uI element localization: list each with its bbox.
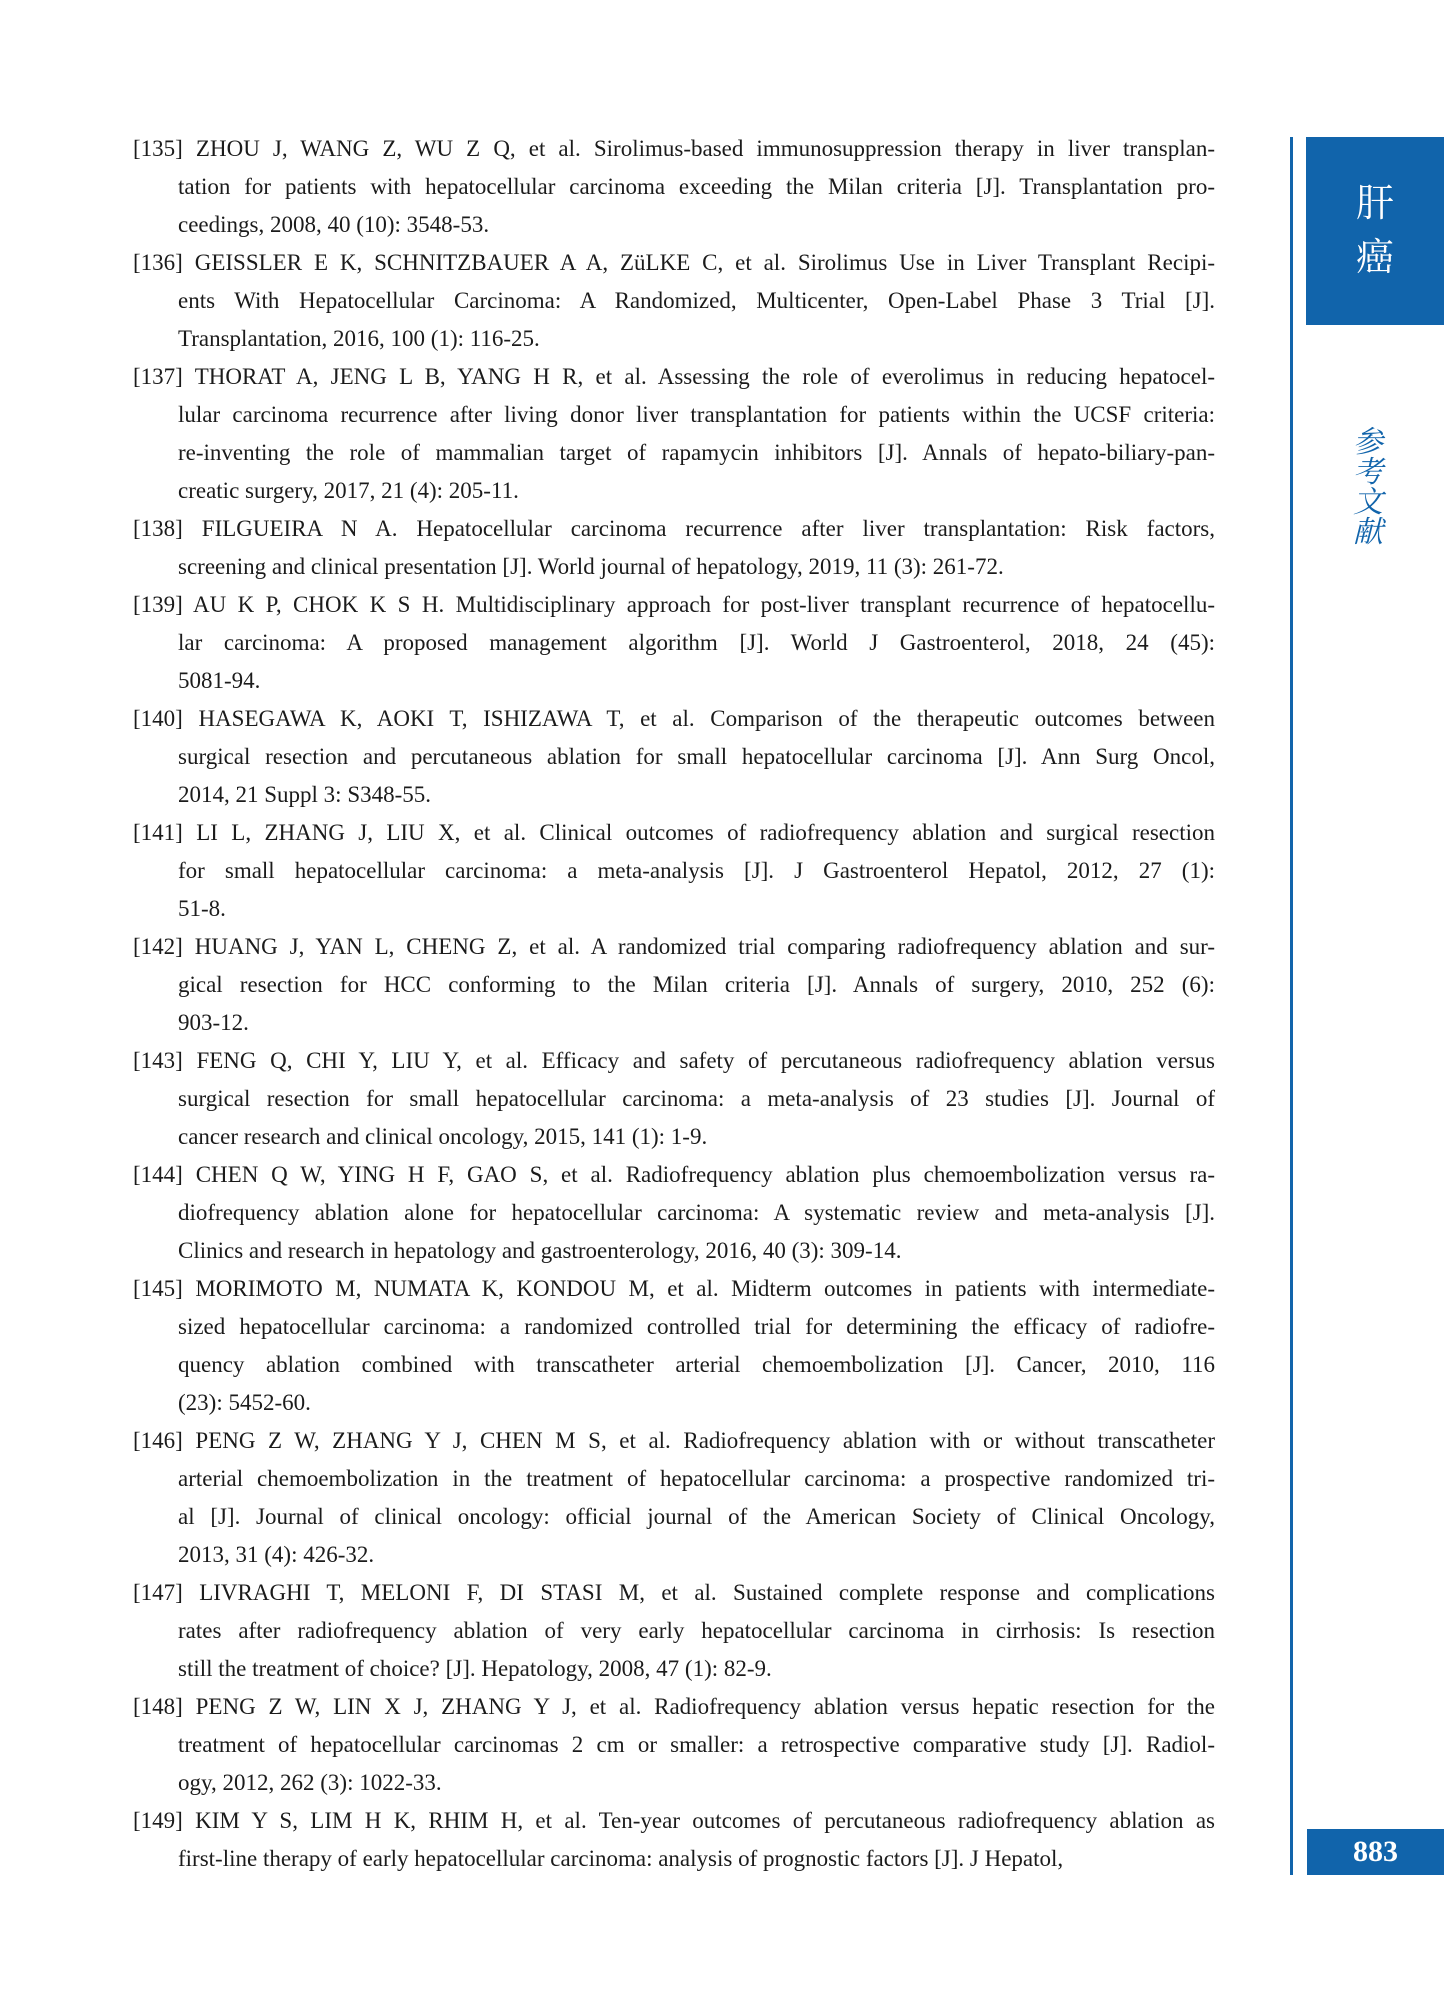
ref-text: CHEN Q W, YING H F, GAO S, et al. Radiofrequency ablation plus chemoembolization versus ra-: [195, 1162, 1216, 1187]
reference-item: [133, 700, 1215, 814]
ref-label: [148]: [133, 1694, 183, 1719]
reference-item: [133, 1422, 1215, 1574]
ref-line: still the treatment of choice? [J]. Hepatology, 2008, 47 (1): 82-9.: [178, 1656, 772, 1681]
ref-line: creatic surgery, 2017, 21 (4): 205-11.: [178, 478, 519, 503]
ref-line: [133, 700, 1215, 738]
ref-line: [133, 130, 1215, 168]
ref-label: [136]: [133, 250, 183, 275]
ref-label: [143]: [133, 1048, 183, 1073]
ref-line: [133, 1156, 1215, 1194]
vertical-char: 文: [1353, 486, 1383, 519]
ref-label: [139]: [133, 592, 183, 617]
reference-item: [133, 130, 1215, 244]
ref-line: Transplantation, 2016, 100 (1): 116-25.: [178, 326, 540, 351]
ref-line: arterial chemoembolization in the treatment of hepatocellular carcinoma: a prospective randomized tri-: [178, 1466, 1215, 1491]
ref-line: [133, 814, 1215, 852]
ref-line: lar carcinoma: A proposed management algorithm [J]. World J Gastroenterol, 2018, 24 (45):: [178, 630, 1215, 655]
ref-text: ZHOU J, WANG Z, WU Z Q, et al. Sirolimus-based immunosuppression therapy in liver transplan-: [195, 136, 1216, 161]
ref-text: PENG Z W, LIN X J, ZHANG Y J, et al. Radiofrequency ablation versus hepatic resection for the: [195, 1694, 1216, 1719]
ref-line: [133, 244, 1215, 282]
ref-line: cancer research and clinical oncology, 2015, 141 (1): 1-9.: [178, 1124, 708, 1149]
ref-line: treatment of hepatocellular carcinomas 2 cm or smaller: a retrospective comparative study [J]. Radiol-: [178, 1732, 1215, 1757]
ref-line: first-line therapy of early hepatocellular carcinoma: analysis of prognostic factors [J]. J Hepatol,: [178, 1846, 1064, 1871]
page-number: 883: [1353, 1835, 1398, 1868]
ref-line: [133, 1042, 1215, 1080]
ref-line: for small hepatocellular carcinoma: a meta-analysis [J]. J Gastroenterol Hepatol, 2012, 27 (1):: [178, 858, 1215, 883]
ref-line: ceedings, 2008, 40 (10): 3548-53.: [178, 212, 490, 237]
ref-line: [133, 1802, 1215, 1840]
ref-text: FENG Q, CHI Y, LIU Y, et al. Efficacy and safety of percutaneous radiofrequency ablation versus: [196, 1048, 1215, 1073]
ref-line: rates after radiofrequency ablation of very early hepatocellular carcinoma in cirrhosis: Is resection: [178, 1618, 1215, 1643]
vertical-char: 肝: [1355, 183, 1394, 225]
reference-item: [133, 1270, 1215, 1422]
reference-item: [133, 1802, 1215, 1878]
ref-line: [133, 358, 1215, 396]
ref-text: MORIMOTO M, NUMATA K, KONDOU M, et al. Midterm outcomes in patients with intermediate-: [195, 1276, 1216, 1301]
ref-line: [133, 1270, 1215, 1308]
reference-item: [133, 1042, 1215, 1156]
ref-line: [133, 1574, 1215, 1612]
ref-line: 903-12.: [178, 1010, 249, 1035]
ref-line: screening and clinical presentation [J]. World journal of hepatology, 2019, 11 (3): 261-72.: [178, 554, 1004, 579]
vertical-char: 癌: [1355, 237, 1394, 279]
ref-line: surgical resection for small hepatocellular carcinoma: a meta-analysis of 23 studies [J]. Journal of: [178, 1086, 1215, 1111]
ref-label: [141]: [133, 820, 183, 845]
ref-text: KIM Y S, LIM H K, RHIM H, et al. Ten-year outcomes of percutaneous radiofrequency ablation as: [195, 1808, 1215, 1833]
section-label: [1336, 428, 1400, 548]
ref-line: quency ablation combined with transcatheter arterial chemoembolization [J]. Cancer, 2010, 116: [178, 1352, 1215, 1377]
reference-item: [133, 1156, 1215, 1270]
ref-line: surgical resection and percutaneous ablation for small hepatocellular carcinoma [J]. Ann Surg Oncol,: [178, 744, 1215, 769]
ref-line: 51-8.: [178, 896, 226, 921]
ref-text: FILGUEIRA N A. Hepatocellular carcinoma recurrence after liver transplantation: Risk factors,: [201, 516, 1216, 541]
sidebar-rule: [1290, 137, 1293, 1875]
ref-line: [133, 510, 1215, 548]
ref-label: [145]: [133, 1276, 183, 1301]
ref-label: [137]: [133, 364, 183, 389]
ref-text: THORAT A, JENG L B, YANG H R, et al. Assessing the role of everolimus in reducing hepatocel-: [194, 364, 1215, 389]
vertical-char: 参: [1353, 426, 1383, 459]
references-list: [133, 130, 1215, 1878]
ref-line: ents With Hepatocellular Carcinoma: A Randomized, Multicenter, Open-Label Phase 3 Trial [J].: [178, 288, 1215, 313]
ref-line: [133, 586, 1215, 624]
ref-label: [138]: [133, 516, 183, 541]
ref-line: al [J]. Journal of clinical oncology: official journal of the American Society of Clinical Oncology,: [178, 1504, 1215, 1529]
page-number-badge: [1307, 1829, 1444, 1875]
ref-label: [140]: [133, 706, 183, 731]
ref-label: [149]: [133, 1808, 183, 1833]
reference-item: [133, 928, 1215, 1042]
ref-label: [135]: [133, 136, 183, 161]
ref-line: gical resection for HCC conforming to the Milan criteria [J]. Annals of surgery, 2010, 252 (6):: [178, 972, 1215, 997]
reference-item: [133, 1574, 1215, 1688]
reference-item: [133, 586, 1215, 700]
ref-line: re-inventing the role of mammalian target of rapamycin inhibitors [J]. Annals of hepato-biliary-pan-: [178, 440, 1215, 465]
ref-text: LIVRAGHI T, MELONI F, DI STASI M, et al. Sustained complete response and complications: [199, 1580, 1216, 1605]
chapter-tab-label: [1356, 184, 1394, 278]
reference-item: [133, 1688, 1215, 1802]
ref-text: HUANG J, YAN L, CHENG Z, et al. A randomized trial comparing radiofrequency ablation and sur-: [194, 934, 1216, 959]
ref-line: [133, 1688, 1215, 1726]
ref-line: 2013, 31 (4): 426-32.: [178, 1542, 375, 1567]
ref-line: [133, 1422, 1215, 1460]
ref-line: lular carcinoma recurrence after living donor liver transplantation for patients within the UCSF criteria:: [178, 402, 1215, 427]
vertical-char: 献: [1353, 516, 1383, 549]
ref-label: [144]: [133, 1162, 183, 1187]
reference-item: [133, 244, 1215, 358]
ref-line: 5081-94.: [178, 668, 261, 693]
ref-text: HASEGAWA K, AOKI T, ISHIZAWA T, et al. Comparison of the therapeutic outcomes between: [198, 706, 1215, 731]
reference-item: [133, 510, 1215, 586]
vertical-char: 考: [1353, 456, 1383, 489]
ref-line: tation for patients with hepatocellular carcinoma exceeding the Milan criteria [J]. Transplantation pro-: [178, 174, 1215, 199]
ref-line: ogy, 2012, 262 (3): 1022-33.: [178, 1770, 442, 1795]
reference-item: [133, 358, 1215, 510]
ref-label: [147]: [133, 1580, 183, 1605]
ref-text: PENG Z W, ZHANG Y J, CHEN M S, et al. Radiofrequency ablation with or without transcatheter: [195, 1428, 1216, 1453]
ref-line: [133, 928, 1215, 966]
ref-label: [146]: [133, 1428, 183, 1453]
ref-label: [142]: [133, 934, 183, 959]
reference-item: [133, 814, 1215, 928]
ref-line: (23): 5452-60.: [178, 1390, 311, 1415]
ref-text: AU K P, CHOK K S H. Multidisciplinary approach for post-liver transplant recurrence of hepatocellu-: [192, 592, 1215, 617]
ref-line: diofrequency ablation alone for hepatocellular carcinoma: A systematic review and meta-analysis [J].: [178, 1200, 1215, 1225]
ref-text: LI L, ZHANG J, LIU X, et al. Clinical outcomes of radiofrequency ablation and surgical resection: [196, 820, 1216, 845]
ref-line: 2014, 21 Suppl 3: S348-55.: [178, 782, 432, 807]
ref-line: sized hepatocellular carcinoma: a randomized controlled trial for determining the efficacy of radiofre-: [178, 1314, 1215, 1339]
chapter-tab: [1306, 137, 1444, 325]
ref-line: Clinics and research in hepatology and gastroenterology, 2016, 40 (3): 309-14.: [178, 1238, 902, 1263]
ref-text: GEISSLER E K, SCHNITZBAUER A A, ZüLKE C, et al. Sirolimus Use in Liver Transplant Recipi-: [194, 250, 1216, 275]
